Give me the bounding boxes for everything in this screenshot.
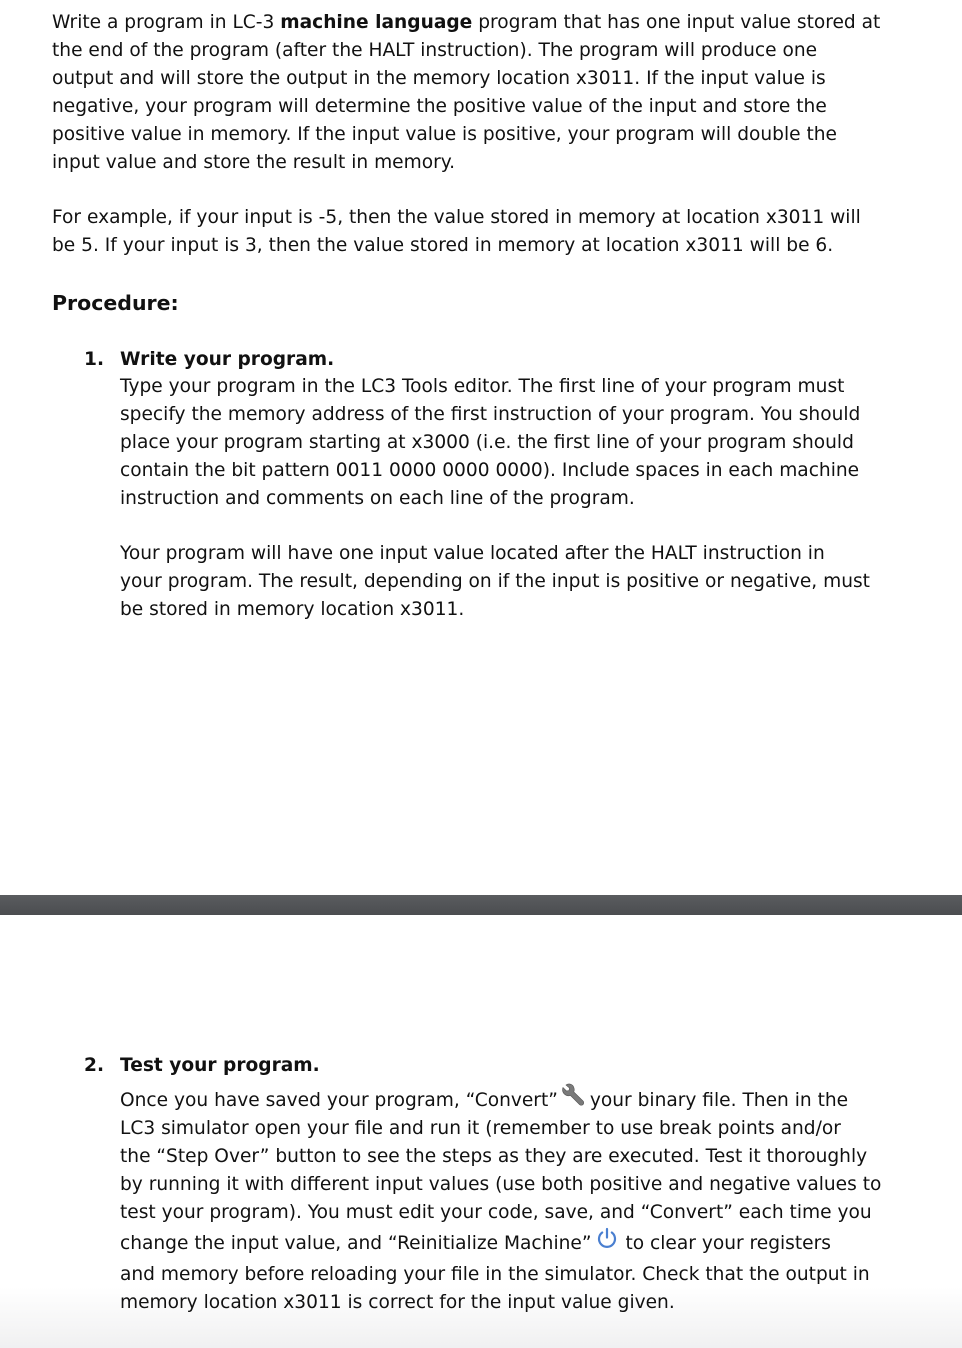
step-1-p1-line-3: place your program starting at x3000 (i.e. the first line of your program should [120,432,854,453]
example-line-2: be 5. If your input is 3, then the value stored in memory at location x3011 will be 6. [52,235,834,256]
step-1-paragraph-2 [120,540,870,624]
step-2-line-5: test your program). You must edit your code, save, and “Convert” each time you [120,1202,872,1223]
intro-line-1-end: program that has one input value stored at [472,12,881,33]
intro-line-4: negative, your program will determine the positive value of the input and store the [52,96,827,117]
intro-line-6: input value and store the result in memory. [52,152,456,173]
step-2-line-1 [120,1087,881,1115]
step-2-line-7: and memory before reloading your file in the simulator. Check that the output in [120,1264,870,1285]
intro-line-2: the end of the program (after the HALT instruction). The program will produce one [52,40,818,61]
page-separator [0,895,962,915]
step-2-line-6 [120,1227,881,1261]
procedure-heading: Procedure: [52,291,179,315]
step-1-p1-line-4: contain the bit pattern 0011 0000 0000 0000). Include spaces in each machine [120,460,860,481]
step-1-p1-line-1: Type your program in the LC3 Tools editor. The first line of your program must [120,376,845,397]
step-2-paragraph [120,1087,881,1317]
step-1-paragraph-1 [120,373,860,513]
example-paragraph [52,204,861,260]
intro-line-1 [52,9,880,37]
intro-line-1-start: Write a program in LC-3 [52,12,281,33]
step-2-line-1-end: your binary file. Then in the [589,1090,849,1111]
step-2-line-6-end: to clear your registers [625,1233,831,1254]
step-2-line-6-start: change the input value, and “Reinitialize Machine” [120,1233,592,1254]
step-1-p2-line-2: your program. The result, depending on if the input is positive or negative, must [120,571,870,592]
step-2-line-2: LC3 simulator open your file and run it (remember to use break points and/or [120,1118,841,1139]
step-1-title: Write your program. [120,349,335,370]
step-2-line-1-start: Once you have saved your program, “Convert” [120,1090,558,1111]
intro-paragraph [52,9,880,177]
wrench-icon [560,1082,586,1108]
intro-line-3: output and will store the output in the memory location x3011. If the input value is [52,68,826,89]
example-line-1: For example, if your input is -5, then the value stored in memory at location x3011 will [52,207,861,228]
step-1-p2-line-3: be stored in memory location x3011. [120,599,465,620]
step-1-p1-line-5: instruction and comments on each line of the program. [120,488,635,509]
step-2-title: Test your program. [120,1055,320,1076]
step-2-line-3: the “Step Over” button to see the steps as they are executed. Test it thoroughly [120,1146,868,1167]
machine-language-emphasis: machine language [280,12,473,33]
step-2-number: 2. [84,1055,105,1076]
power-icon [595,1226,619,1250]
intro-line-5: positive value in memory. If the input value is positive, your program will double the [52,124,837,145]
step-2-line-4: by running it with different input values (use both positive and negative values to [120,1174,882,1195]
step-1-number: 1. [84,349,105,370]
step-1-p2-line-1: Your program will have one input value located after the HALT instruction in [120,543,825,564]
step-1-p1-line-2: specify the memory address of the first instruction of your program. You should [120,404,861,425]
step-2-line-8: memory location x3011 is correct for the input value given. [120,1292,675,1313]
